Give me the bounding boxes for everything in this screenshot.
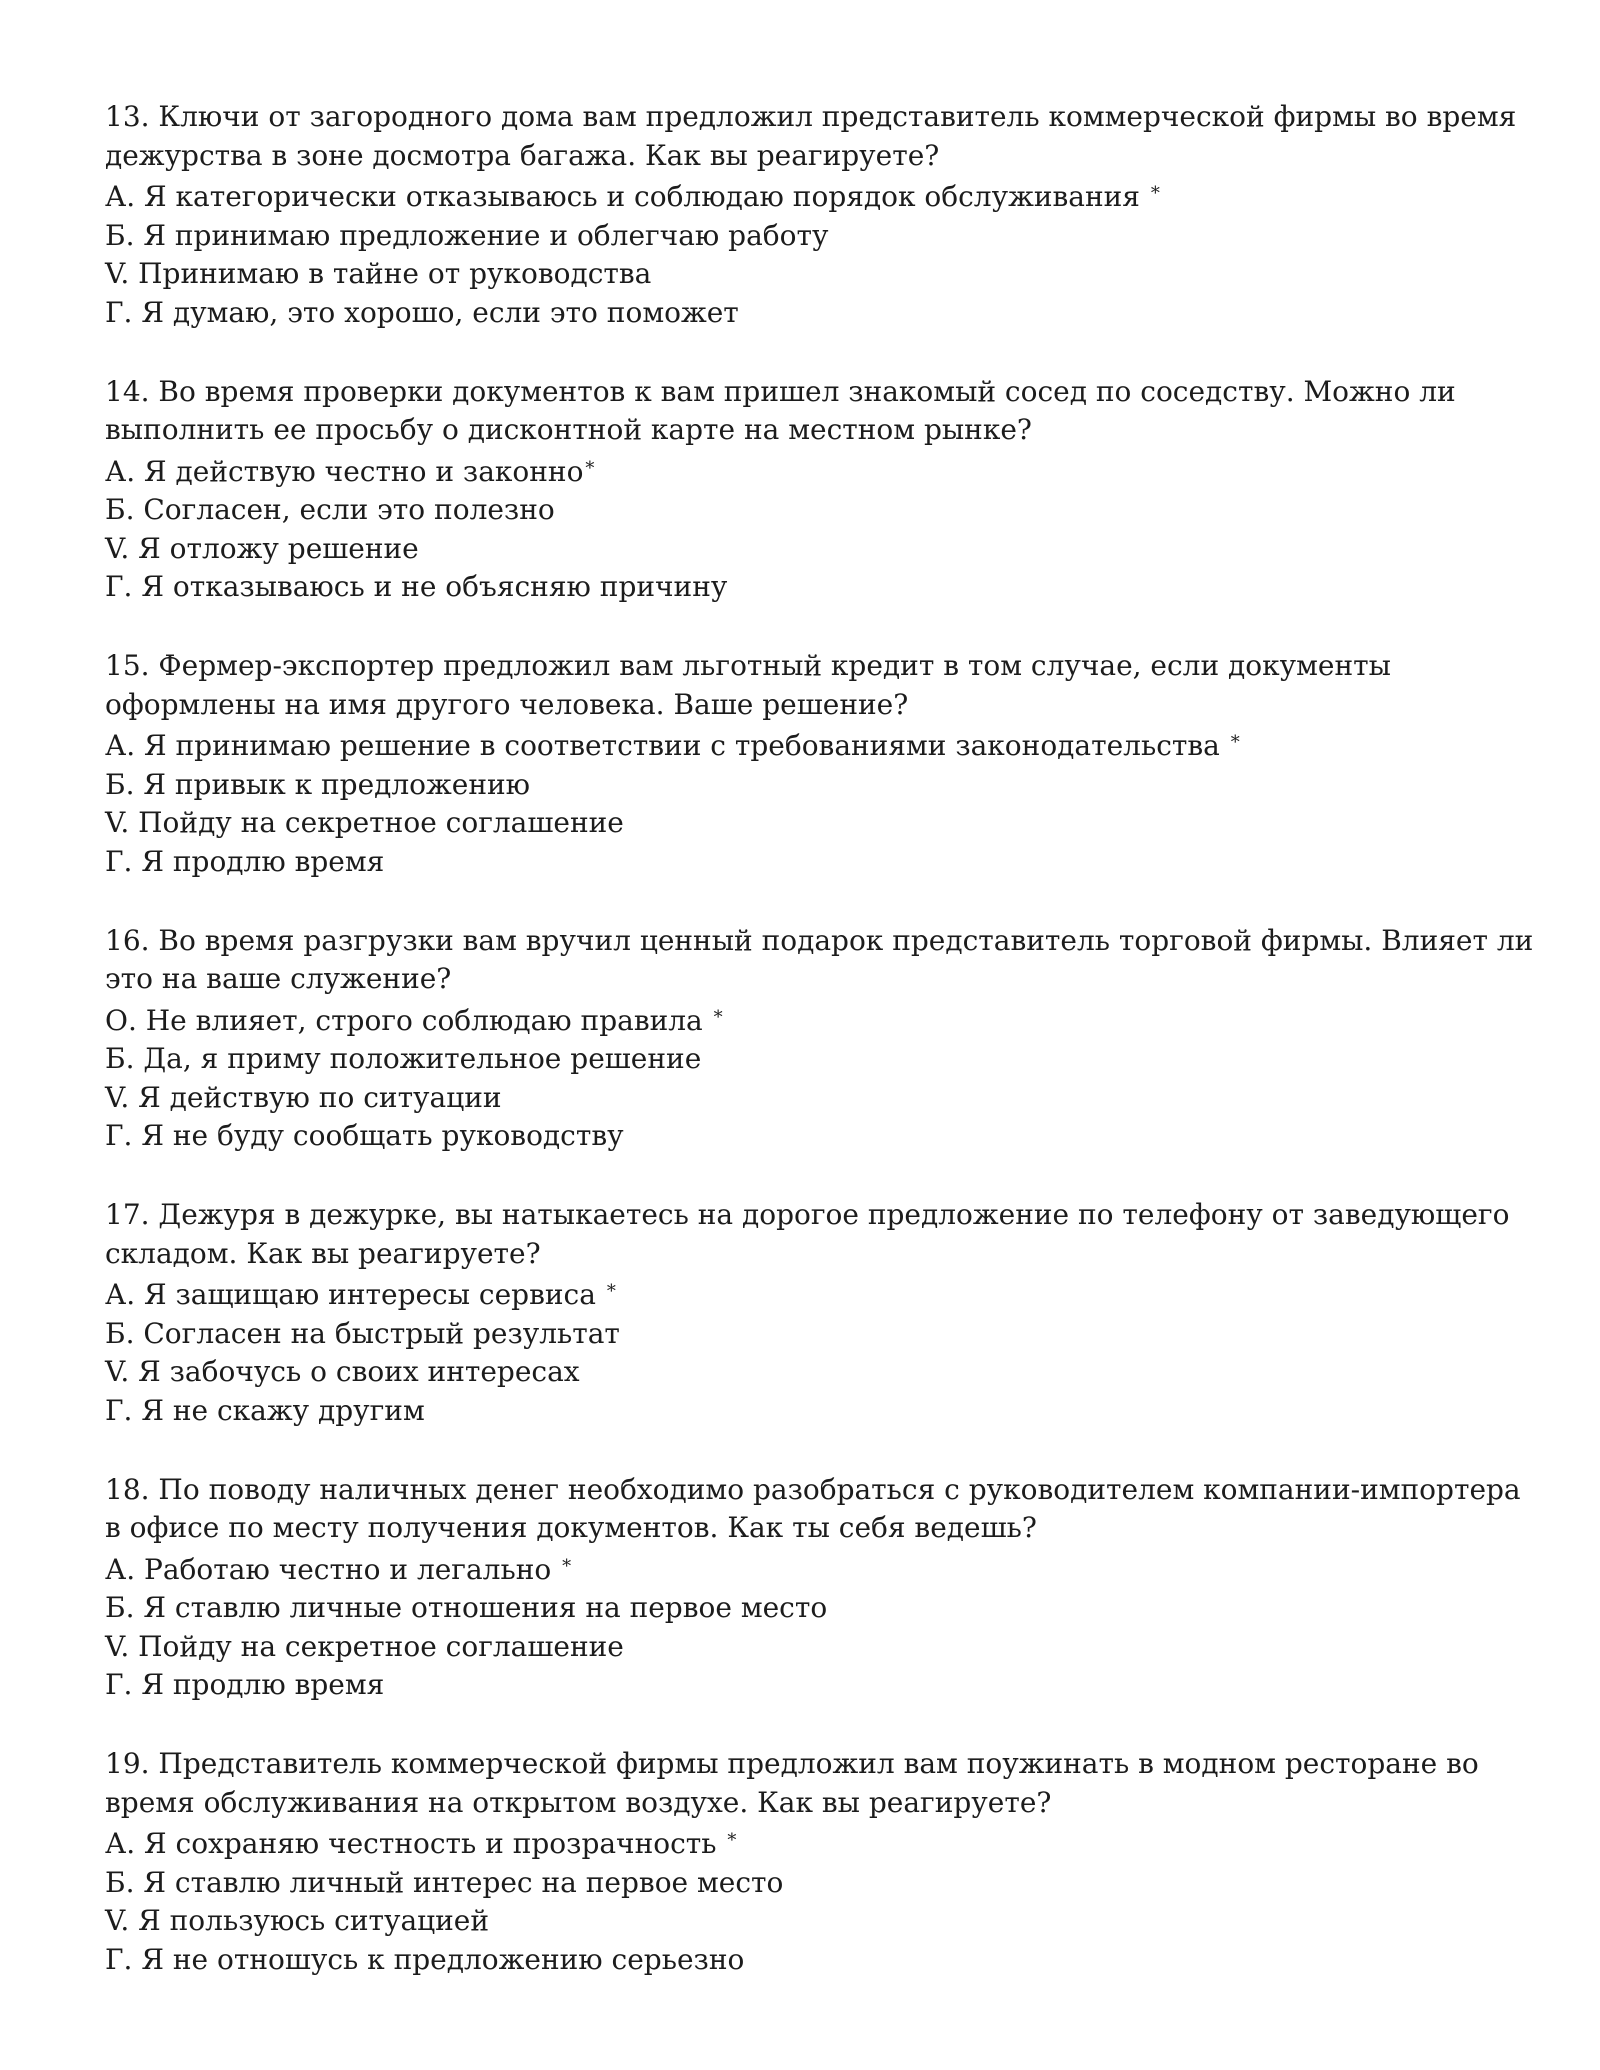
question-18 bbox=[105, 1471, 1540, 1705]
question-17 bbox=[105, 1196, 1540, 1430]
answer-text: А. Я защищаю интересы сервиса bbox=[105, 1278, 605, 1311]
question-16 bbox=[105, 922, 1540, 1156]
answer-text: V. Пойду на секретное соглашение bbox=[105, 806, 624, 839]
correct-answer-mark: * bbox=[1150, 183, 1160, 204]
answer-text: V. Пойду на секретное соглашение bbox=[105, 1629, 624, 1663]
correct-answer-mark: * bbox=[713, 1006, 723, 1028]
question-text: 15. Фермер-экспортер предложил вам льготный кредит в том случае, если документы оформлены на имя другого человека. Ваше решение? bbox=[105, 649, 1391, 721]
answer-option bbox=[105, 999, 1540, 1041]
answer-option bbox=[105, 450, 1540, 492]
answer-option bbox=[105, 1315, 1540, 1354]
answer-option bbox=[105, 491, 1540, 530]
answer-text: Б. Я привык к предложению bbox=[105, 767, 531, 801]
answer-option bbox=[105, 1666, 1540, 1705]
answer-option bbox=[105, 1864, 1540, 1903]
answer-option bbox=[105, 255, 1540, 294]
question-19 bbox=[105, 1745, 1540, 1979]
correct-answer-mark: * bbox=[585, 457, 595, 479]
answer-text: Б. Я ставлю личный интерес на первое место bbox=[105, 1865, 784, 1899]
answer-option bbox=[105, 568, 1540, 607]
answer-list bbox=[105, 1822, 1540, 1979]
question-15 bbox=[105, 647, 1540, 881]
answer-option bbox=[105, 1353, 1540, 1392]
answer-option bbox=[105, 1079, 1540, 1118]
answer-text: V. Я отложу решение bbox=[105, 531, 419, 565]
answer-option bbox=[105, 175, 1540, 217]
answer-option bbox=[105, 217, 1540, 256]
answer-option bbox=[105, 1628, 1540, 1667]
answer-text: V. Я действую по ситуации bbox=[105, 1080, 502, 1114]
answer-list bbox=[105, 999, 1540, 1156]
answer-list bbox=[105, 1548, 1540, 1705]
answer-text: Г. Я не скажу другим bbox=[105, 1393, 425, 1427]
answer-option bbox=[105, 766, 1540, 805]
answer-text: А. Я действую честно и законно bbox=[105, 454, 584, 488]
answer-text: V. Я пользуюсь ситуацией bbox=[105, 1904, 490, 1937]
answer-option bbox=[105, 1589, 1540, 1628]
question-text: 16. Во время разгрузки вам вручил ценный подарок представитель торговой фирмы. Влияет ли это на ваше служение? bbox=[105, 923, 1534, 995]
answer-text: Б. Согласен на быстрый результат bbox=[105, 1316, 620, 1350]
answer-option bbox=[105, 1902, 1540, 1941]
answer-text: А. Работаю честно и легально bbox=[105, 1552, 561, 1586]
answer-text: О. Не влияет, строго соблюдаю правила bbox=[105, 1003, 712, 1037]
question-text: 17. Дежуря в дежурке, вы натыкаетесь на дорогое предложение по телефону от заведующего складом. Как вы реагируете? bbox=[105, 1198, 1510, 1270]
answer-option bbox=[105, 1941, 1540, 1980]
answer-text: А. Я сохраняю честность и прозрачность bbox=[105, 1827, 726, 1860]
correct-answer-mark: * bbox=[727, 1830, 737, 1851]
correct-answer-mark: * bbox=[1230, 732, 1240, 753]
question-13 bbox=[105, 98, 1540, 332]
answer-text: Б. Согласен, если это полезно bbox=[105, 493, 555, 526]
answer-text: Г. Я отказываюсь и не объясняю причину bbox=[105, 570, 728, 603]
answer-list bbox=[105, 175, 1540, 332]
answer-list bbox=[105, 1273, 1540, 1430]
question-text: 13. Ключи от загородного дома вам предложил представитель коммерческой фирмы во время дежурства в зоне досмотра багажа. Как вы реагируете? bbox=[105, 100, 1517, 172]
answer-option bbox=[105, 804, 1540, 843]
answer-text: V. Принимаю в тайне от руководства bbox=[105, 257, 652, 290]
answer-option bbox=[105, 1273, 1540, 1315]
answer-text: V. Я забочусь о своих интересах bbox=[105, 1355, 580, 1388]
answer-list bbox=[105, 724, 1540, 881]
answer-option bbox=[105, 1548, 1540, 1590]
question-14 bbox=[105, 373, 1540, 607]
answer-option bbox=[105, 724, 1540, 766]
answer-option bbox=[105, 530, 1540, 569]
question-text: 18. По поводу наличных денег необходимо разобраться с руководителем компании-импортера в офисе по месту получения документов. Как ты себя ведешь? bbox=[105, 1472, 1521, 1544]
answer-text: Г. Я продлю время bbox=[105, 1668, 385, 1701]
answer-option bbox=[105, 1040, 1540, 1079]
answer-option bbox=[105, 843, 1540, 882]
answer-text: Б. Да, я приму положительное решение bbox=[105, 1042, 702, 1075]
answer-text: Г. Я думаю, это хорошо, если это поможет bbox=[105, 295, 739, 329]
answer-list bbox=[105, 450, 1540, 607]
answer-text: Б. Я принимаю предложение и облегчаю работу bbox=[105, 218, 829, 252]
answer-text: Г. Я продлю время bbox=[105, 844, 385, 878]
answer-text: Г. Я не отношусь к предложению серьезно bbox=[105, 1942, 745, 1976]
answer-text: Б. Я ставлю личные отношения на первое место bbox=[105, 1591, 828, 1624]
answer-option bbox=[105, 1117, 1540, 1156]
answer-option bbox=[105, 1392, 1540, 1431]
correct-answer-mark: * bbox=[562, 1555, 572, 1577]
answer-option bbox=[105, 294, 1540, 333]
question-text: 14. Во время проверки документов к вам пришел знакомый сосед по соседству. Можно ли выполнить ее просьбу о дисконтной карте на местном рынке? bbox=[105, 374, 1456, 446]
answer-text: А. Я принимаю решение в соответствии с требованиями законодательства bbox=[105, 729, 1229, 762]
question-text: 19. Представитель коммерческой фирмы предложил вам поужинать в модном ресторане во время обслуживания на открытом воздухе. Как вы реагируете? bbox=[105, 1747, 1479, 1819]
answer-option bbox=[105, 1822, 1540, 1864]
correct-answer-mark: * bbox=[606, 1281, 616, 1302]
answer-text: А. Я категорически отказываюсь и соблюдаю порядок обслуживания bbox=[105, 180, 1149, 213]
answer-text: Г. Я не буду сообщать руководству bbox=[105, 1119, 624, 1152]
